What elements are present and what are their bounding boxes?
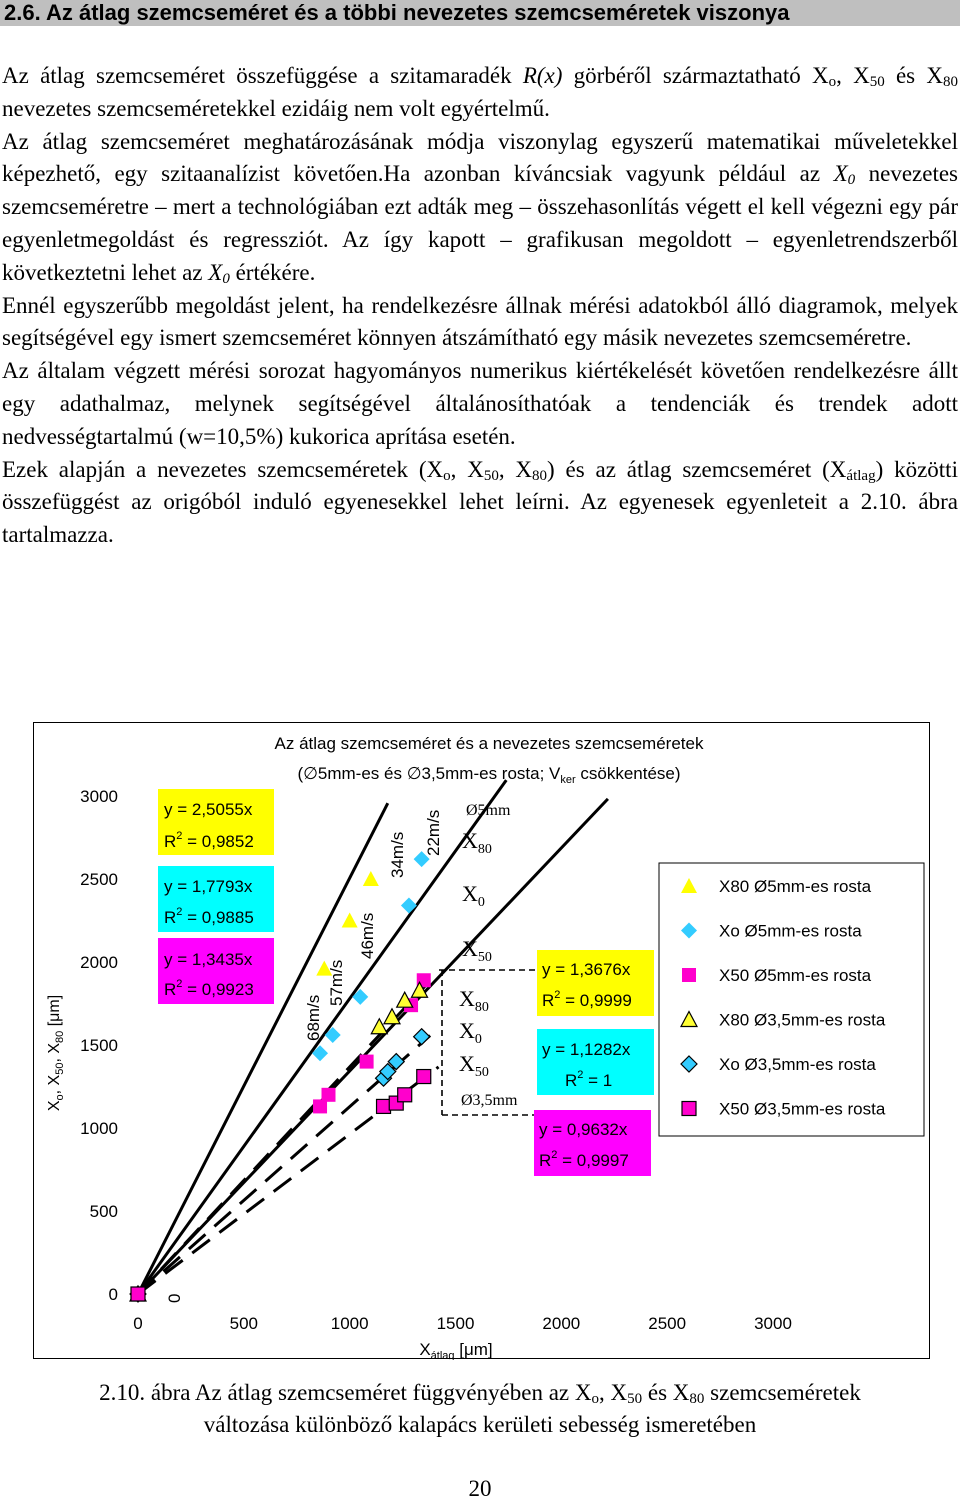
y-tick-label: 1500 bbox=[80, 1036, 118, 1055]
data-point bbox=[682, 1102, 696, 1116]
y-tick-labels bbox=[80, 787, 118, 1304]
svg-text:R2 = 1: $R^2 = 1$ bbox=[565, 1069, 613, 1090]
paragraph-4: Az általam végzett mérési sorozat hagyományos numerikus kiértékelését követően rendelkezésre állt egy adathalmaz, melynek segítségével általánosíthatóak a tendenciák és trendek adott nedvességtartalmú (w=10,5%) kukorica aprítása esetén. bbox=[2, 358, 958, 449]
chart-svg bbox=[34, 723, 931, 1360]
chart-title-line1: Az átlag szemcseméret és a nevezetes szemcseméretek bbox=[274, 734, 704, 753]
x-tick-label: 1500 bbox=[436, 1314, 475, 1333]
speed-label-34: 34m/s bbox=[388, 831, 407, 878]
equation-box-2 bbox=[158, 866, 274, 932]
svg-text:R2 = 0,9923: $R^2 = 0,9923$ bbox=[164, 978, 254, 999]
zero-speed-label: 0 bbox=[165, 1293, 184, 1303]
x-tick-label: 3000 bbox=[754, 1314, 792, 1333]
svg-text:y = 1,7793x: y = 1,7793x bbox=[164, 877, 253, 896]
svg-text:X50: $X_{50}$ bbox=[462, 936, 492, 965]
y-tick-label: 2500 bbox=[80, 870, 118, 889]
speed-label-68: 68m/s bbox=[304, 994, 323, 1041]
data-point bbox=[363, 871, 379, 886]
svg-text:X0: $X_0$ bbox=[459, 1018, 482, 1047]
speed-label-46: 46m/s bbox=[358, 912, 377, 959]
speed-label-57: 57m/s bbox=[327, 959, 346, 1006]
legend-frame bbox=[659, 863, 924, 1136]
x-tick-labels bbox=[133, 1314, 792, 1333]
equation-box-4 bbox=[537, 950, 654, 1016]
svg-text:y = 1,3435x: y = 1,3435x bbox=[164, 950, 253, 969]
legend-entry: Xo Ø5mm-es rosta bbox=[719, 921, 862, 941]
x-axis-label: $X_{átlag}$ [μm] bbox=[419, 1340, 493, 1360]
x-tick-label: 1000 bbox=[330, 1314, 369, 1333]
data-point bbox=[360, 1055, 374, 1069]
equation-box-6 bbox=[534, 1110, 651, 1176]
caption-line-2: változása különböző kalapács kerületi sebesség ismeretében bbox=[203, 1412, 757, 1437]
equation-box-3 bbox=[158, 938, 274, 1004]
svg-text:Ø3,5mm: Ø3,5mm bbox=[461, 1092, 518, 1109]
x-tick-label: 0 bbox=[133, 1314, 143, 1333]
svg-text:y = 1,1282x: y = 1,1282x bbox=[542, 1040, 631, 1059]
y-axis-label: $X_o$, $X_{50}$, $X_{80}$ [μm] bbox=[46, 994, 66, 1112]
y-tick-label: 2000 bbox=[80, 953, 118, 972]
svg-text:R2 = 0,9999: $R^2 = 0,9999$ bbox=[542, 989, 632, 1010]
data-point bbox=[414, 1029, 430, 1045]
data-point bbox=[342, 913, 358, 928]
svg-text:y = 2,5055x: y = 2,5055x bbox=[164, 800, 253, 819]
equation-box-1 bbox=[158, 789, 274, 855]
y-tick-label: 1000 bbox=[80, 1119, 118, 1138]
figure-caption bbox=[0, 1377, 960, 1441]
data-point bbox=[398, 1088, 412, 1102]
paragraph-3: Ennél egyszerűbb megoldást jelent, ha rendelkezésre állnak mérési adatokból álló diagramok, melyek segítségével egy ismert szemcseméret könnyen átszámítható egy másik nevezetes szemcseméretre. bbox=[2, 292, 958, 351]
data-point bbox=[377, 1099, 391, 1113]
data-point bbox=[682, 968, 696, 982]
legend-entry: X50 Ø5mm-es rosta bbox=[719, 966, 872, 985]
page-number: 20 bbox=[468, 1476, 492, 1501]
svg-text:X0: $X_0$ bbox=[462, 881, 485, 910]
legend-entry: X80 Ø5mm-es rosta bbox=[719, 877, 872, 896]
svg-text:y = 0,9632x: y = 0,9632x bbox=[539, 1120, 628, 1139]
y-tick-label: 0 bbox=[108, 1285, 118, 1304]
svg-text:Ø5mm: Ø5mm bbox=[466, 802, 511, 819]
section-heading: 2.6. Az átlag szemcseméret és a többi nevezetes szemcseméretek viszonya bbox=[0, 0, 960, 26]
svg-text:R2 = 0,9852: $R^2 = 0,9852$ bbox=[164, 830, 254, 851]
legend-entry: X80 Ø3,5mm-es rosta bbox=[719, 1010, 886, 1030]
data-point bbox=[401, 898, 417, 914]
svg-text:y = 1,3676x: y = 1,3676x bbox=[542, 960, 631, 979]
svg-text:X80: $X_{80}$ bbox=[462, 828, 492, 857]
y-tick-label: 500 bbox=[89, 1202, 118, 1221]
annotation-35mm bbox=[459, 986, 518, 1109]
paragraph-1: Az átlag szemcseméret összefüggése a szitamaradék R(x) görbéről származtatható $X_o$, $X_{50}$ és $X_{80}$ nevezetes szemcseméretekkel ezidáig nem volt egyértelmű. bbox=[2, 63, 958, 121]
legend bbox=[659, 863, 924, 1136]
chart-title-line2: (∅5mm-es és ∅3,5mm-es rosta; $V_{ker}$ csökkentése) bbox=[297, 764, 681, 786]
svg-text:X80: $X_{80}$ bbox=[459, 986, 489, 1015]
data-point bbox=[322, 1088, 336, 1102]
svg-text:R2 = 0,9885: $R^2 = 0,9885$ bbox=[164, 906, 254, 927]
equation-box-5 bbox=[537, 1029, 654, 1095]
caption-line-1: 2.10. ábra Az átlag szemcseméret függvényében az $X_o$, $X_{50}$ és $X_{80}$ szemcseméretek bbox=[99, 1380, 861, 1407]
paragraph-2: Az átlag szemcseméret meghatározásának módja viszonylag egyszerű matematikai műveletekkel képezhető, egy szitaanalízist követően.Ha azonban kíváncsiak vagyunk például az $X_0$ nevezetes szemcseméretre – mert a technológiában ezt adták meg – összehasonlítás végett el kell végezni egy pár egyenletmegoldást és regressziót. Az így kapott – grafikusan megoldott – egyenletrendszerből következtetni lehet az $X_0$ értékére. bbox=[2, 128, 958, 287]
x-tick-label: 500 bbox=[229, 1314, 259, 1333]
speed-label-22: 22m/s bbox=[424, 809, 443, 856]
data-point bbox=[417, 1070, 431, 1084]
legend-entry: Xo Ø3,5mm-es rosta bbox=[719, 1055, 876, 1074]
y-tick-label: 3000 bbox=[80, 787, 118, 806]
body-text bbox=[2, 60, 958, 552]
legend-entry: X50 Ø3,5mm-es rosta bbox=[719, 1099, 886, 1119]
svg-text:R2 = 0,9997: $R^2 = 0,9997$ bbox=[539, 1149, 629, 1170]
x-tick-label: 2500 bbox=[648, 1314, 687, 1333]
paragraph-5: Ezek alapján a nevezetes szemcseméretek ($X_o$, $X_{50}$, $X_{80}$) és az átlag szemcseméret $(X_{átlag})$ közötti összefüggést az origóból induló egyenesekkel lehet leírni. Az egyenesek egyenleteit a 2.10. ábra tartalmazza. bbox=[2, 456, 958, 548]
svg-text:X50: $X_{50}$ bbox=[459, 1051, 489, 1080]
annotation-5mm bbox=[462, 802, 511, 965]
chart-figure bbox=[33, 722, 930, 1359]
x-tick-label: 2000 bbox=[542, 1314, 581, 1333]
data-point bbox=[131, 1287, 145, 1301]
